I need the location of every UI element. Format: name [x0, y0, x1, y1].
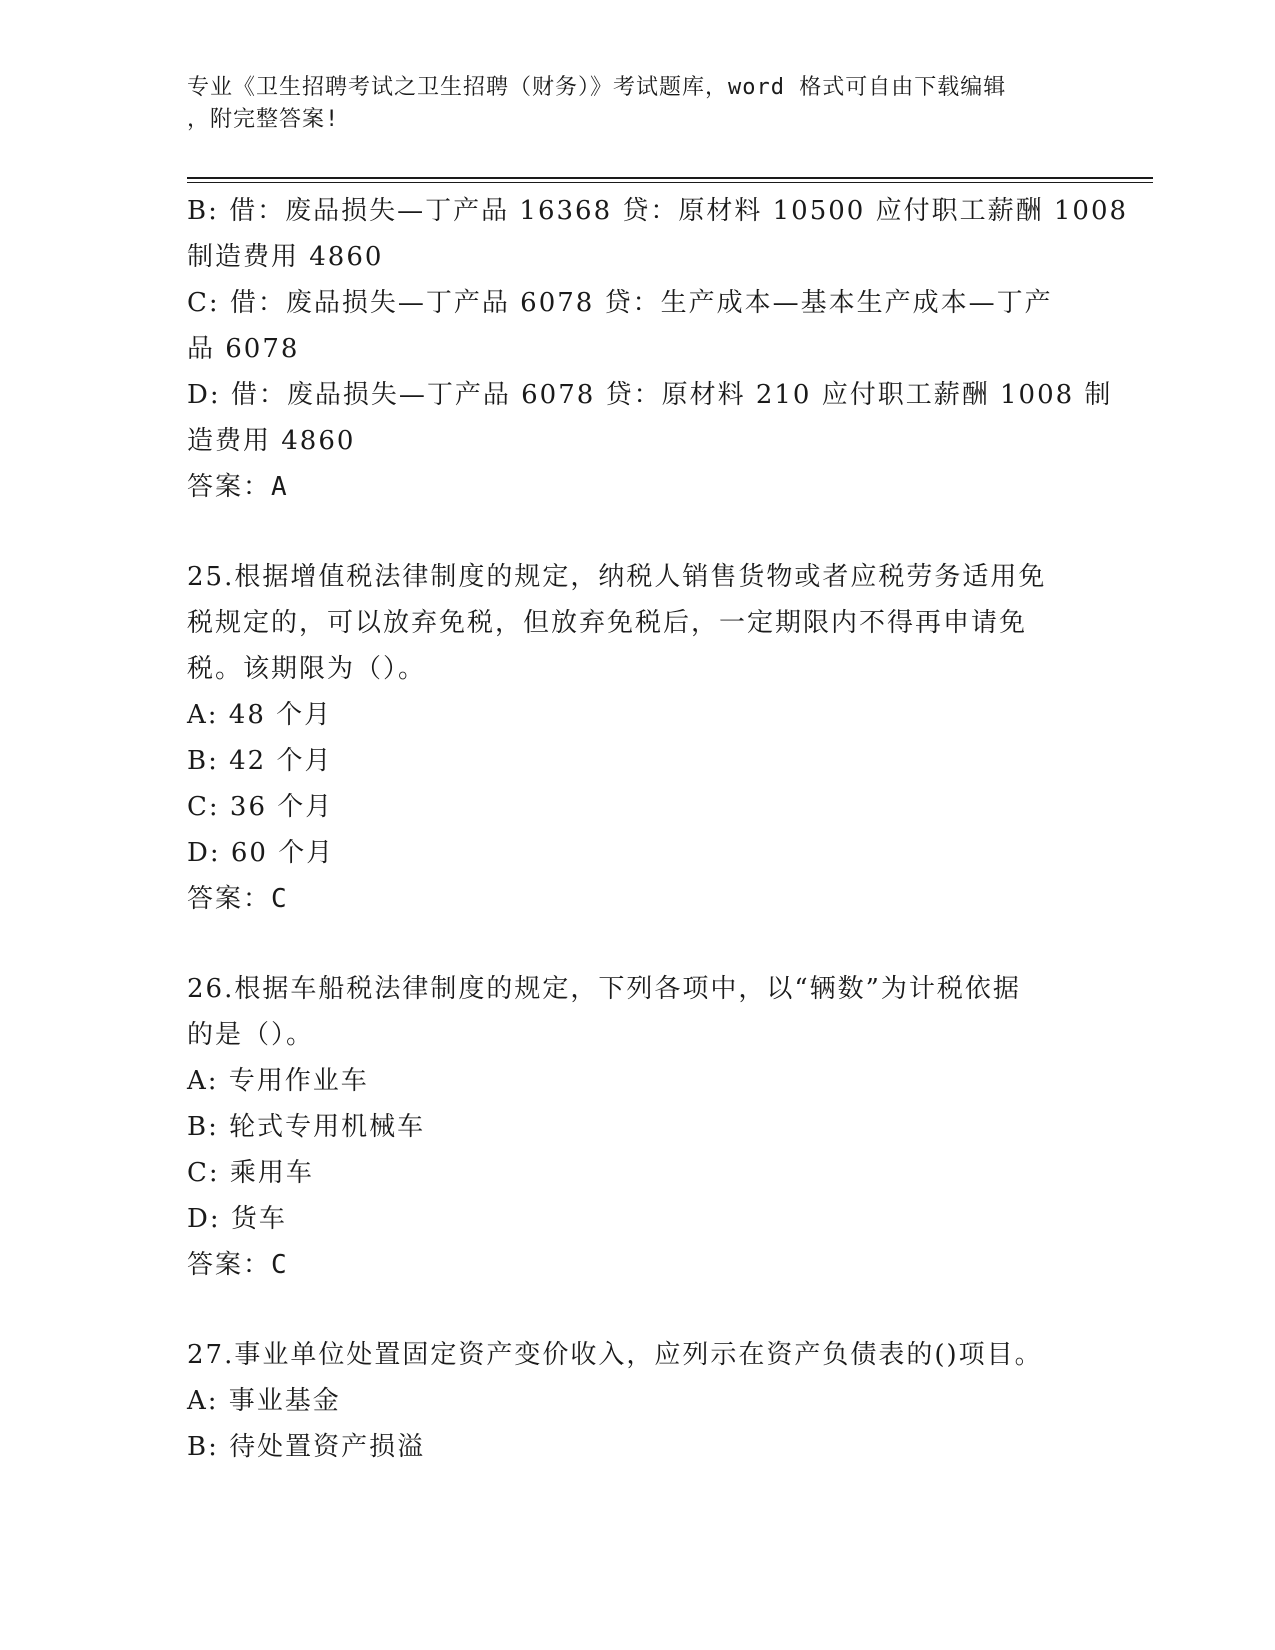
q24-answer-value: A	[271, 472, 289, 502]
q24-answer-label: 答案：	[187, 472, 272, 502]
q24-answer	[187, 464, 1087, 510]
q27-stem-line-1: 27.事业单位处置固定资产变价收入，应列示在资产负债表的()项目。	[187, 1340, 1043, 1370]
q25-option-a: A: 48 个月	[187, 700, 333, 730]
question-24-block	[187, 188, 1129, 510]
q25-stem-line-2: 税规定的，可以放弃免税，但放弃免税后，一定期限内不得再申请免	[187, 608, 1028, 638]
q26-option-d: D: 货车	[187, 1204, 287, 1234]
q25-option-b: B: 42 个月	[187, 746, 333, 776]
q26-answer-value: C	[271, 1250, 289, 1280]
spacer	[187, 922, 1087, 966]
q26-option-b: B: 轮式专用机械车	[187, 1112, 426, 1142]
q24-option-d-line-1: D: 借：废品损失—丁产品 6078 贷：原材料 210 应付职工薪酬 1008 制	[187, 380, 1113, 410]
header-line-1: 专业《卫生招聘考试之卫生招聘（财务）》考试题库，word 格式可自由下载编辑	[187, 75, 1007, 100]
q27-option-a: A: 事业基金	[187, 1386, 341, 1416]
q26-option-c: C: 乘用车	[187, 1158, 314, 1188]
question-27-block	[187, 1332, 1087, 1470]
q25-stem-line-3: 税。该期限为（）。	[187, 654, 427, 684]
q26-stem-line-1: 26.根据车船税法律制度的规定，下列各项中，以“辆数”为计税依据	[187, 974, 1021, 1004]
q25-answer-value: C	[271, 884, 289, 914]
q25-option-c: C: 36 个月	[187, 792, 334, 822]
question-content	[187, 188, 1129, 1470]
spacer	[187, 1288, 1087, 1332]
question-26-block	[187, 966, 1087, 1288]
q25-answer	[187, 876, 1087, 922]
q26-option-a: A: 专用作业车	[187, 1066, 369, 1096]
document-header	[187, 72, 1067, 136]
header-divider-thick	[187, 177, 1153, 179]
q25-option-d: D: 60 个月	[187, 838, 335, 868]
q24-option-d-line-2: 造费用 4860	[187, 426, 356, 456]
q26-answer	[187, 1242, 1087, 1288]
header-line-2: ，附完整答案!	[187, 107, 340, 132]
q27-option-b: B: 待处置资产损溢	[187, 1432, 426, 1462]
spacer	[187, 510, 1087, 554]
q24-option-c-line-1: C: 借：废品损失—丁产品 6078 贷：生产成本—基本生产成本—丁产	[187, 288, 1053, 318]
header-divider-thin	[187, 182, 1153, 183]
q24-option-c-line-2: 品 6078	[187, 334, 300, 364]
question-25-block	[187, 554, 1087, 922]
q26-answer-label: 答案：	[187, 1250, 272, 1280]
q25-answer-label: 答案：	[187, 884, 272, 914]
q26-stem-line-2: 的是（）。	[187, 1020, 315, 1050]
q25-stem-line-1: 25.根据增值税法律制度的规定，纳税人销售货物或者应税劳务适用免	[187, 562, 1047, 592]
q24-option-b-line-1: B: 借：废品损失—丁产品 16368 贷：原材料 10500 应付职工薪酬 1008	[187, 196, 1129, 226]
q24-option-b-line-2: 制造费用 4860	[187, 242, 384, 272]
